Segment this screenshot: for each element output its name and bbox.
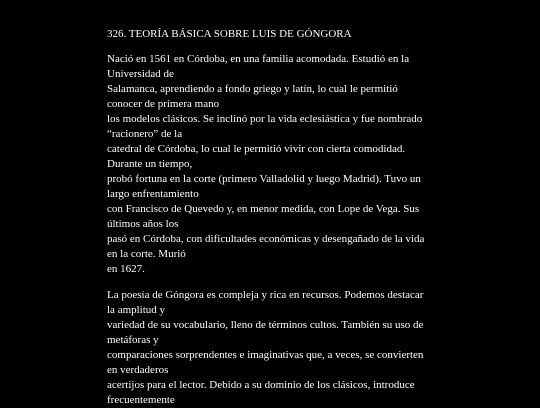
text-line: en 1627.: [107, 263, 145, 275]
paragraph-poetry: [107, 288, 432, 408]
text-line: metáforas y: [107, 334, 159, 346]
text-line: largo enfrentamiento: [107, 188, 199, 200]
text-line: Salamanca, aprendiendo a fondo griego y latín, lo cual le permitió: [107, 83, 398, 95]
text-line: variedad de su vocabulario, lleno de términos cultos. También su uso de: [107, 319, 424, 331]
paragraph-biography: [107, 52, 432, 277]
text-line: comparaciones sorprendentes e imaginativas que, a veces, se convierten: [107, 349, 424, 361]
text-line: catedral de Córdoba, lo cual le permitió vivir con cierta comodidad.: [107, 143, 406, 155]
text-line: en verdaderos: [107, 364, 169, 376]
text-line: acertijos para el lector. Debido a su dominio de los clásicos, introduce: [107, 379, 415, 391]
text-line: probó fortuna en la corte (primero Valladolid y luego Madrid). Tuvo un: [107, 173, 421, 185]
text-line: la amplitud y: [107, 304, 166, 316]
text-line: últimos años los: [107, 218, 179, 230]
text-line: frecuentemente: [107, 394, 175, 406]
text-line: Durante un tiempo,: [107, 158, 193, 170]
text-line: Universidad de: [107, 68, 174, 80]
text-line: La poesía de Góngora es compleja y rica en recursos. Podemos destacar: [107, 289, 424, 301]
text-line: pasó en Córdoba, con dificultades económicas y desengañado de la vida: [107, 233, 425, 245]
text-line: conocer de primera mano: [107, 98, 220, 110]
text-line: con Francisco de Quevedo y, en menor medida, con Lope de Vega. Sus: [107, 203, 420, 215]
document-title: 326. TEORÍA BÁSICA SOBRE LUIS DE GÓNGORA: [107, 28, 352, 40]
text-line: en la corte. Murió: [107, 248, 186, 260]
text-line: Nació en 1561 en Córdoba, en una familia acomodada. Estudió en la: [107, 53, 410, 65]
text-line: los modelos clásicos. Se inclinó por la vida eclesiástica y fue nombrado: [107, 113, 423, 125]
text-line: “racionero” de la: [107, 128, 183, 140]
